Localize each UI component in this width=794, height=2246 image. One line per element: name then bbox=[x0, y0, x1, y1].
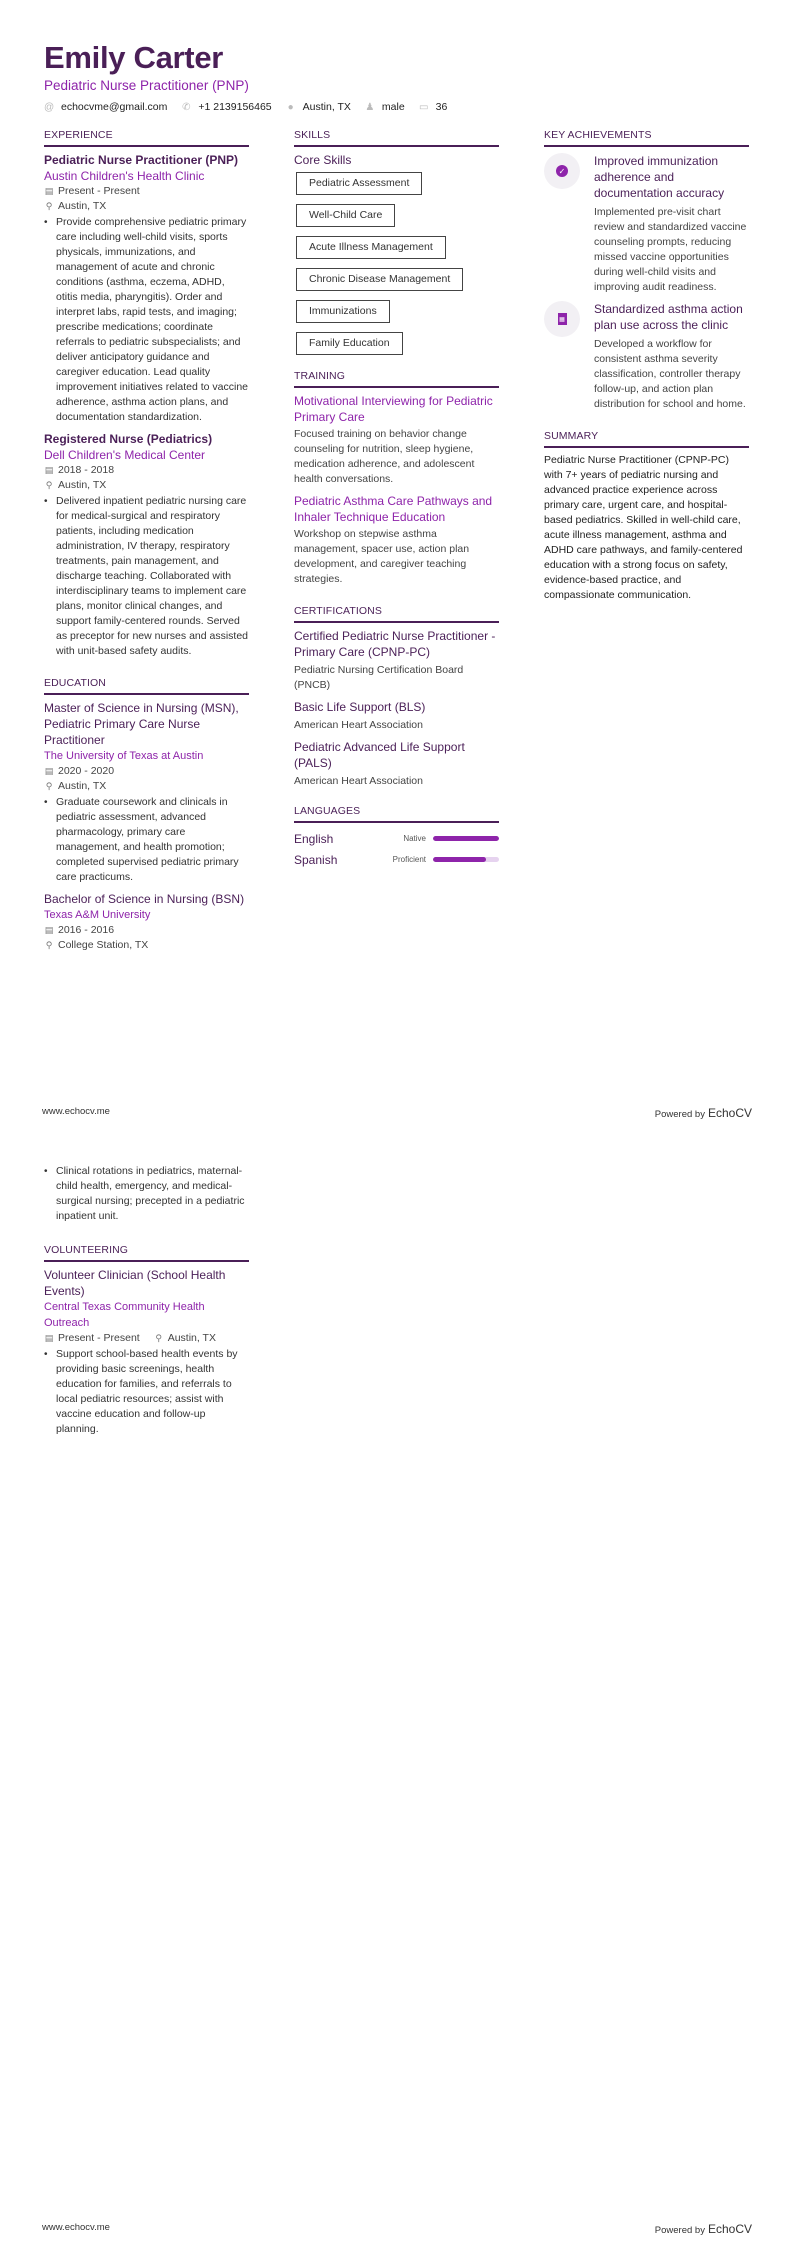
edu-dates: ▤ 2016 - 2016 bbox=[44, 924, 115, 936]
summary-heading: SUMMARY bbox=[544, 430, 749, 448]
contact-gender bbox=[365, 101, 405, 113]
volunteer-meta: ▤ Present - Present ⚲ Austin, TX bbox=[44, 1332, 216, 1344]
location-pin-icon: ⚲ bbox=[45, 480, 53, 490]
at-icon: @ bbox=[44, 101, 55, 113]
job-bullet: • Provide comprehensive pediatric primary care including well-child visits, sports physicals, immunizations, and management of acute and chronic conditions (asthma, eczema, ADHD, otitis media, pharyngitis). Order and interpret labs, rapid tests, and imaging; prescribe medications; coordinate referrals to pediatric subspecialists; and deliver anticipatory guidance and caregiver education. Lead quality improvement initiatives related to vaccine adherence, asthma action plans, and documentation standardization. bbox=[44, 216, 249, 423]
training-heading: TRAINING bbox=[294, 370, 499, 388]
right-column bbox=[544, 129, 749, 603]
language-name: English bbox=[294, 831, 334, 846]
contact-gender-value: male bbox=[381, 101, 405, 113]
calendar-icon: ▤ bbox=[44, 186, 54, 196]
phone-icon: ✆ bbox=[182, 101, 191, 113]
cert-entry bbox=[294, 628, 499, 693]
powered-by: Powered by EchoCV bbox=[654, 1106, 752, 1120]
language-proficiency-bar bbox=[433, 836, 499, 841]
cert-issuer: American Heart Association bbox=[294, 719, 423, 731]
calendar-icon: ▤ bbox=[44, 465, 54, 475]
training-title: Pediatric Asthma Care Pathways and Inhaler Technique Education bbox=[294, 494, 493, 524]
middle-column bbox=[294, 129, 499, 870]
language-name: Spanish bbox=[294, 852, 338, 867]
calendar-icon: ▤ bbox=[44, 1333, 54, 1343]
training-desc: Focused training on behavior change counseling for nutrition, sleep hygiene, medication adherence, and adolescent health conversations. bbox=[294, 428, 475, 485]
echocv-brand-link[interactable]: EchoCV bbox=[707, 2222, 752, 2236]
job-bullet: • Delivered inpatient pediatric nursing care for medical-surgical and respiratory patients, including medication administration, IV therapy, respiratory treatments, pain management, and discharge teaching. Collaborated with interdisciplinary teams to implement care plans, monitor clinical changes, and support family-centered rounds. Served as preceptor for new nurses and assisted with unit-based safety audits. bbox=[44, 495, 249, 657]
skill-chips bbox=[294, 172, 499, 364]
cert-issuer: Pediatric Nursing Certification Board (PNCB) bbox=[294, 664, 464, 691]
certifications-heading: CERTIFICATIONS bbox=[294, 605, 499, 623]
achievement-item bbox=[544, 153, 749, 295]
skills-subtitle: Core Skills bbox=[294, 153, 352, 167]
job-location: ⚲ Austin, TX bbox=[45, 479, 107, 491]
left-column-page2 bbox=[44, 1163, 249, 1437]
achievement-title: Improved immunization adherence and documentation accuracy bbox=[594, 154, 725, 200]
summary-text: Pediatric Nurse Practitioner (CPNP-PC) with 7+ years of pediatric nursing and advanced practice experience across primary care, urgent care, and hospital-based pediatrics. Skilled in well-child care, acute illness management, asthma and ADHD care pathways, and family-centered education with a strong focus on safety, evidence-based practice, and compassionate communication. bbox=[544, 454, 743, 601]
calendar-icon: ▤ bbox=[44, 925, 54, 935]
left-column bbox=[44, 129, 249, 953]
employer: Austin Children's Health Clinic bbox=[44, 169, 205, 183]
skill-chip: Acute Illness Management bbox=[296, 236, 446, 259]
experience-entry bbox=[44, 152, 249, 425]
training-entry bbox=[294, 493, 499, 587]
location-pin-icon: ⚲ bbox=[45, 940, 53, 950]
location-pin-icon: ⚲ bbox=[155, 1333, 162, 1343]
edu-location: ⚲ Austin, TX bbox=[45, 780, 107, 792]
volunteer-role: Volunteer Clinician (School Health Events) bbox=[44, 1268, 226, 1298]
cert-title: Certified Pediatric Nurse Practitioner - Primary Care (CPNP-PC) bbox=[294, 629, 496, 659]
achievement-title: Standardized asthma action plan use across the clinic bbox=[594, 302, 743, 332]
experience-heading: EXPERIENCE bbox=[44, 129, 249, 147]
cert-issuer: American Heart Association bbox=[294, 775, 423, 787]
location-pin-icon: ⚲ bbox=[45, 781, 53, 791]
school: Texas A&M University bbox=[44, 909, 151, 921]
candidate-name: Emily Carter bbox=[44, 40, 224, 75]
footer-website-link[interactable]: www.echocv.me bbox=[42, 2222, 110, 2233]
education-entry bbox=[44, 700, 249, 885]
calendar-icon: ▭ bbox=[418, 101, 429, 113]
language-level: Native bbox=[403, 834, 426, 843]
cert-entry bbox=[294, 699, 499, 733]
candidate-title: Pediatric Nurse Practitioner (PNP) bbox=[44, 78, 249, 93]
skill-chip: Immunizations bbox=[296, 300, 390, 323]
school: The University of Texas at Austin bbox=[44, 750, 204, 762]
contact-location-value: Austin, TX bbox=[302, 101, 351, 113]
volunteering-heading: VOLUNTEERING bbox=[44, 1244, 249, 1262]
edu-dates: ▤ 2020 - 2020 bbox=[44, 765, 115, 777]
contact-email-value: echocvme@gmail.com bbox=[61, 101, 168, 113]
contact-phone-value: +1 2139156465 bbox=[198, 101, 272, 113]
language-row bbox=[294, 828, 499, 849]
edu-location: ⚲ College Station, TX bbox=[45, 939, 149, 951]
skill-chip: Well-Child Care bbox=[296, 204, 395, 227]
cert-entry bbox=[294, 739, 499, 789]
contact-location bbox=[286, 101, 351, 113]
contact-age bbox=[419, 101, 448, 113]
job-title: Registered Nurse (Pediatrics) bbox=[44, 432, 213, 446]
footer-website-link[interactable]: www.echocv.me bbox=[42, 1106, 110, 1117]
languages-heading: LANGUAGES bbox=[294, 805, 499, 823]
building-icon: ▦ bbox=[558, 313, 567, 325]
skills-heading: SKILLS bbox=[294, 129, 499, 147]
contact-bar bbox=[44, 101, 461, 113]
edu-bullet: • Clinical rotations in pediatrics, maternal-child health, emergency, and medical-surgical nursing; precepted in a pediatric inpatient unit. bbox=[44, 1165, 245, 1222]
contact-email[interactable] bbox=[44, 101, 167, 113]
resume-header bbox=[44, 40, 461, 113]
person-icon: ♟ bbox=[365, 101, 375, 113]
cert-title: Pediatric Advanced Life Support (PALS) bbox=[294, 740, 465, 770]
education-entry bbox=[44, 891, 249, 953]
cert-title: Basic Life Support (BLS) bbox=[294, 700, 426, 714]
volunteering-entry bbox=[44, 1267, 249, 1437]
education-heading: EDUCATION bbox=[44, 677, 249, 695]
contact-age-value: 36 bbox=[435, 101, 448, 113]
training-desc: Workshop on stepwise asthma management, spacer use, action plan development, and caregiver teaching strategies. bbox=[294, 528, 470, 585]
employer: Dell Children's Medical Center bbox=[44, 448, 206, 462]
check-circle-icon: ✓ bbox=[556, 165, 568, 177]
training-entry bbox=[294, 393, 499, 487]
achievement-item bbox=[544, 301, 749, 412]
volunteer-org: Central Texas Community Health Outreach bbox=[44, 1301, 205, 1329]
job-title: Pediatric Nurse Practitioner (PNP) bbox=[44, 153, 239, 167]
language-proficiency-bar bbox=[433, 857, 499, 862]
degree: Master of Science in Nursing (MSN), Pediatric Primary Care Nurse Practitioner bbox=[44, 701, 239, 747]
location-pin-icon: ● bbox=[287, 101, 294, 113]
job-dates: ▤ 2018 - 2018 bbox=[44, 464, 115, 476]
contact-phone[interactable] bbox=[181, 101, 271, 113]
training-title: Motivational Interviewing for Pediatric Primary Care bbox=[294, 394, 493, 424]
edu-bullet: • Graduate coursework and clinicals in pediatric assessment, advanced pharmacology, primary care management, and health promotion; completed supervised pediatric primary care practicums. bbox=[44, 796, 239, 883]
page-footer bbox=[0, 1106, 794, 1120]
echocv-brand-link[interactable]: EchoCV bbox=[707, 1106, 752, 1120]
degree: Bachelor of Science in Nursing (BSN) bbox=[44, 892, 245, 906]
calendar-icon: ▤ bbox=[44, 766, 54, 776]
achievement-desc: Implemented pre-visit chart review and standardized vaccine counseling prompts, reducing missed vaccine opportunities during well-child visits and improving audit readiness. bbox=[594, 206, 747, 293]
volunteer-bullet: • Support school-based health events by providing basic screenings, health education for families, and referrals to local pediatric resources; assist with vaccine education and follow-up planning. bbox=[44, 1348, 238, 1435]
skill-chip: Pediatric Assessment bbox=[296, 172, 422, 195]
location-pin-icon: ⚲ bbox=[45, 201, 53, 211]
skill-chip: Family Education bbox=[296, 332, 403, 355]
experience-entry bbox=[44, 431, 249, 659]
job-dates: ▤ Present - Present bbox=[44, 185, 140, 197]
achievements-heading: KEY ACHIEVEMENTS bbox=[544, 129, 749, 147]
language-level: Proficient bbox=[392, 855, 426, 864]
page-footer bbox=[0, 2222, 794, 2236]
achievement-desc: Developed a workflow for consistent asthma severity classification, controller therapy follow-up, and action plan distribution for school and home. bbox=[594, 338, 746, 410]
job-location: ⚲ Austin, TX bbox=[45, 200, 107, 212]
skill-chip: Chronic Disease Management bbox=[296, 268, 463, 291]
powered-by: Powered by EchoCV bbox=[654, 2222, 752, 2236]
language-row bbox=[294, 849, 499, 870]
